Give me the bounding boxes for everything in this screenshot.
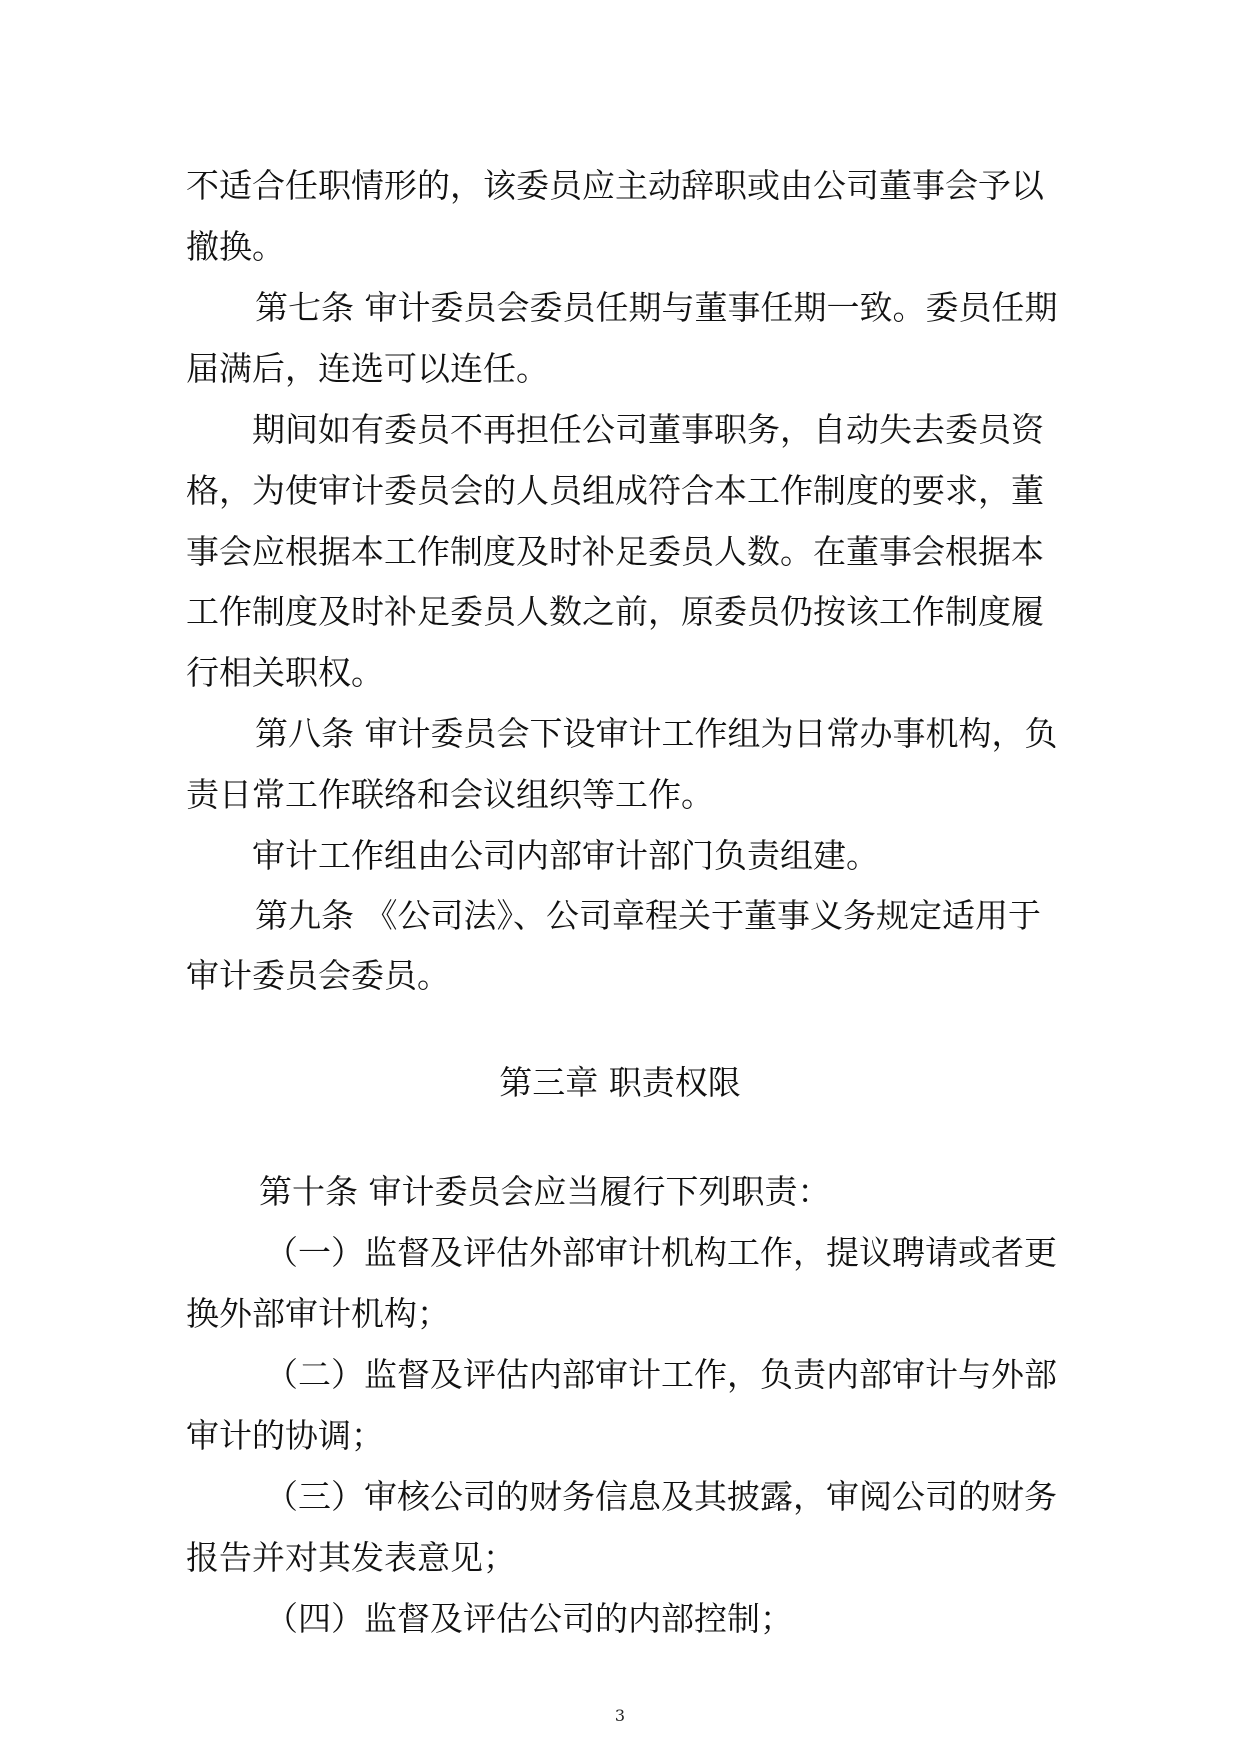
duty-item-2: （二）监督及评估内部审计工作，负责内部审计与外部 <box>265 1355 1057 1394</box>
article-7-line: 第七条 审计委员会委员任期与董事任期一致。委员任期 <box>255 288 1058 327</box>
text-line: 报告并对其发表意见； <box>186 1538 516 1577</box>
text-line: 届满后，连选可以连任。 <box>186 349 549 388</box>
text-line: 审计委员会委员。 <box>186 956 450 995</box>
chapter-heading: 第三章 职责权限 <box>499 1063 741 1102</box>
text-line: 撤换。 <box>186 227 285 266</box>
duty-item-4: （四）监督及评估公司的内部控制； <box>265 1599 793 1638</box>
article-8-line: 第八条 审计委员会下设审计工作组为日常办事机构，负 <box>255 714 1058 753</box>
duty-item-3: （三）审核公司的财务信息及其披露，审阅公司的财务 <box>265 1477 1057 1516</box>
article-9-line: 第九条 《公司法》、公司章程关于董事义务规定适用于 <box>255 896 1041 935</box>
text-line: 责日常工作联络和会议组织等工作。 <box>186 775 714 814</box>
text-line: 格，为使审计委员会的人员组成符合本工作制度的要求，董 <box>186 471 1044 510</box>
duty-item-1: （一）监督及评估外部审计机构工作，提议聘请或者更 <box>265 1233 1057 1272</box>
text-line: 换外部审计机构； <box>186 1294 450 1333</box>
page-number: 3 <box>614 1706 626 1725</box>
text-line: 事会应根据本工作制度及时补足委员人数。在董事会根据本 <box>186 532 1044 571</box>
text-line: 行相关职权。 <box>186 653 384 692</box>
text-line: 审计工作组由公司内部审计部门负责组建。 <box>252 836 879 875</box>
article-10-line: 第十条 审计委员会应当履行下列职责： <box>259 1172 831 1211</box>
text-line: 期间如有委员不再担任公司董事职务，自动失去委员资 <box>252 410 1044 449</box>
text-line: 工作制度及时补足委员人数之前，原委员仍按该工作制度履 <box>186 592 1044 631</box>
text-line: 审计的协调； <box>186 1416 384 1455</box>
text-line: 不适合任职情形的，该委员应主动辞职或由公司董事会予以 <box>186 166 1044 205</box>
